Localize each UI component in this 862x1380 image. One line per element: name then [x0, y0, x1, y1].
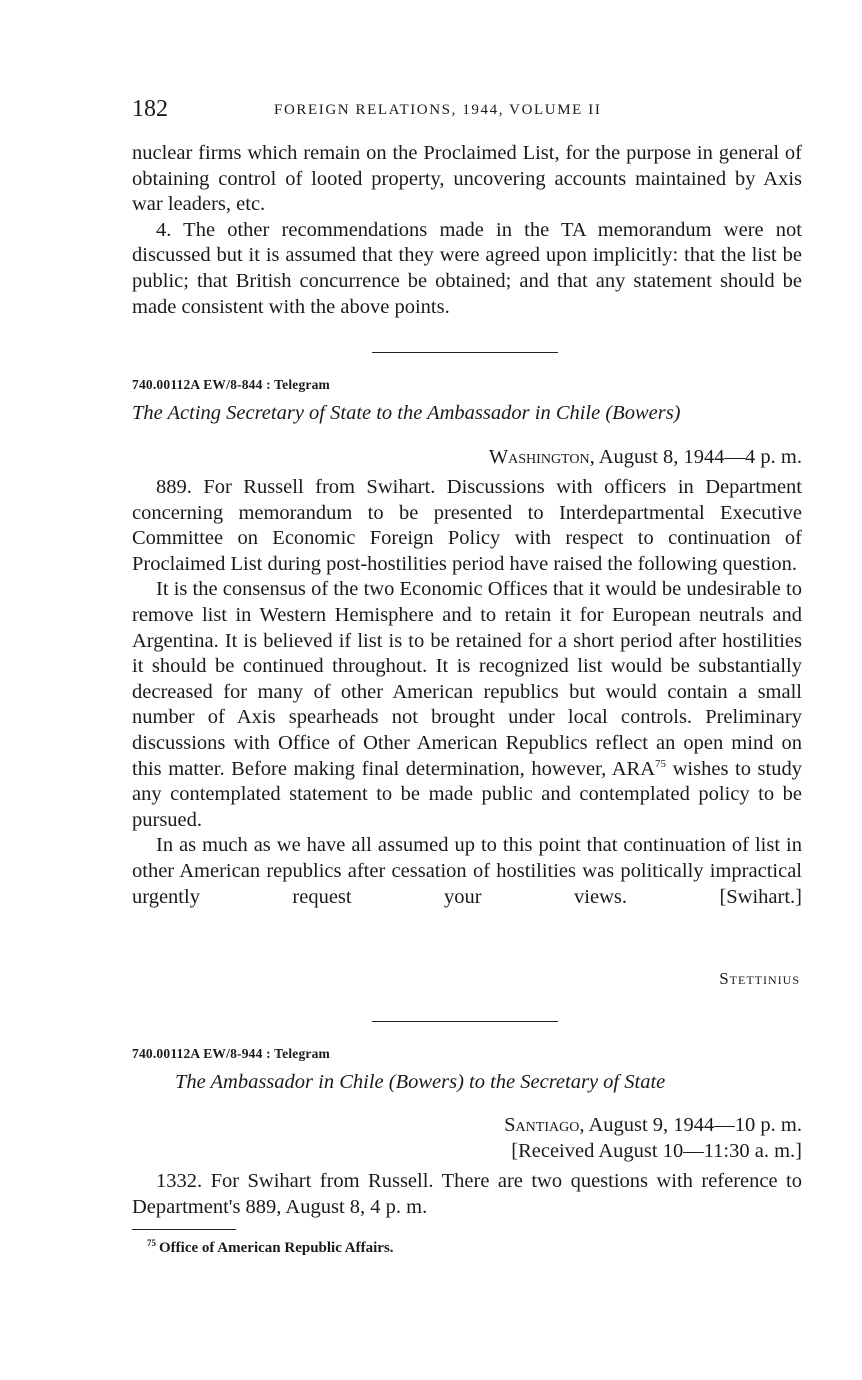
- footnote-reference: 75: [655, 757, 667, 770]
- document-1-dateline-place: Washington: [488, 446, 590, 468]
- intro-paragraph-2: 4. The other recommendations made in the TA memorandum were not discussed but it is assumed that they were agreed upon implicitly: that the list be public; that British concurrence be obtained; and that any statement should be made consistent with the above points.: [132, 218, 802, 318]
- document-1-dateline: [489, 446, 802, 469]
- page-number: 182: [132, 96, 168, 122]
- document-2-paragraph-1: 1332. For Swihart from Russell. There are two questions with reference to Department's 889, August 8, 4 p. m.: [132, 1170, 802, 1218]
- footnote-text: Office of American Republic Affairs.: [159, 1240, 394, 1256]
- document-1-paragraph-3: In as much as we have all assumed up to this point that continuation of list in other American republics after cessation of hostilities was politically impractical urgently request your views. [Swihart.]: [132, 834, 802, 908]
- intro-section: [132, 141, 802, 320]
- document-1-paragraph-1: 889. For Russell from Swihart. Discussions with officers in Department concerning memorandum to be presented to Interdepartmental Executive Committee on Economic Foreign Policy with respect to continuation of Proclaimed List during post-hostilities period have raised the following question.: [132, 476, 802, 575]
- footnote-number: 75: [147, 1238, 156, 1248]
- document-2-dateline-place: Santiago: [504, 1114, 580, 1136]
- page-header: [132, 96, 802, 126]
- footnote: [147, 1240, 394, 1257]
- document-2-title: The Ambassador in Chile (Bowers) to the Secretary of State: [175, 1071, 666, 1093]
- document-1-dateline-date: , August 8, 1944—4 p. m.: [589, 446, 802, 468]
- document-1-paragraph-2-part-2: wishes to study any contemplated statement to be made public and contemplated policy to be pursued.: [132, 757, 802, 831]
- running-head: FOREIGN RELATIONS, 1944, VOLUME II: [274, 102, 602, 118]
- document-1-paragraph-2: [132, 577, 802, 833]
- document-1-body: [132, 475, 802, 910]
- document-2-file-number: 740.00112A EW/8-944 : Telegram: [132, 1046, 330, 1061]
- intro-paragraph-1: nuclear firms which remain on the Proclaimed List, for the purpose in general of obtaining control of looted property, uncovering accounts maintained by Axis war leaders, etc.: [132, 142, 802, 216]
- document-1-title: The Acting Secretary of State to the Ambassador in Chile (Bowers): [132, 402, 681, 424]
- footnote-divider: [132, 1229, 236, 1230]
- document-2-received-line: [Received August 10—11:30 a. m.]: [511, 1140, 802, 1162]
- document-2-dateline: [504, 1114, 802, 1137]
- document-1-signature: Stettinius: [719, 969, 800, 988]
- document-2-dateline-date: , August 9, 1944—10 p. m.: [579, 1114, 802, 1136]
- document-1-file-number: 740.00112A EW/8-844 : Telegram: [132, 377, 330, 392]
- section-divider-1: [372, 352, 558, 353]
- document-1-paragraph-2-part-1: It is the consensus of the two Economic Offices that it would be undesirable to remove list in Western Hemisphere and to retain it for European neutrals and Argentina. It is believed if list is to be retained for a short period after hostilities it should be continued throughout. It is recognized list would be substantially decreased for many of other American republics but would contain a small number of Axis spearheads not brought under local controls. Preliminary discussions with Office of Other American Republics reflect an open mind on this matter. Before making final determination, however, ARA: [132, 578, 802, 780]
- section-divider-2: [372, 1021, 558, 1022]
- document-2-body: [132, 1169, 802, 1220]
